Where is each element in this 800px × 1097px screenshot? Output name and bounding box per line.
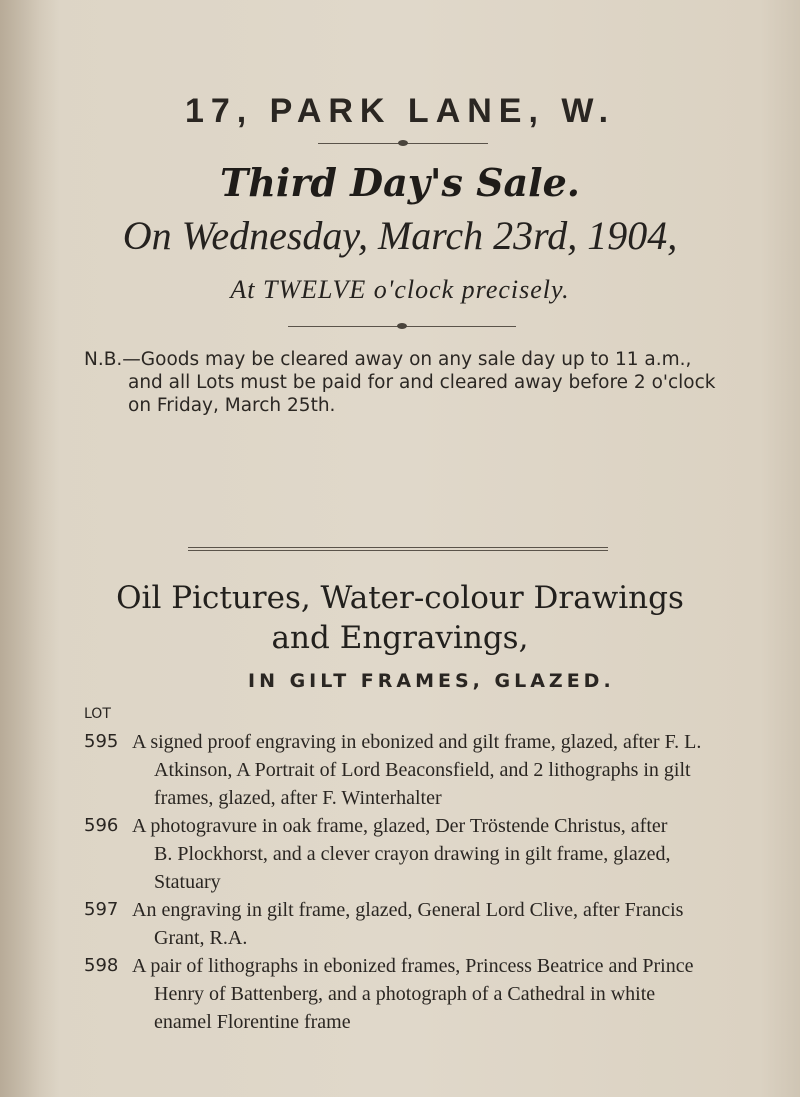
address-header: 17, PARK LANE, W. bbox=[184, 92, 616, 130]
notice-line-3: on Friday, March 25th. bbox=[128, 395, 336, 416]
lot-description-line: A photogravure in oak frame, glazed, Der Tröstende Christus, after bbox=[132, 815, 668, 837]
lot-entry bbox=[84, 896, 784, 952]
lot-entry bbox=[84, 952, 784, 1036]
lot-description-line: frames, glazed, after F. Winterhalter bbox=[154, 787, 442, 809]
sale-time: At TWELVE o'clock precisely. bbox=[230, 275, 570, 304]
lot-description-line: Henry of Battenberg, and a photograph of a Cathedral in white bbox=[154, 983, 656, 1005]
lot-number: 595 bbox=[84, 731, 119, 752]
lot-description bbox=[132, 896, 784, 952]
lot-description-line: B. Plockhorst, and a clever crayon drawing in gilt frame, glazed, bbox=[154, 843, 671, 865]
sale-date: On Wednesday, March 23rd, 1904, bbox=[122, 213, 678, 258]
lot-column-header: LOT bbox=[84, 706, 111, 722]
sale-title: Third Day's Sale. bbox=[220, 160, 580, 205]
lot-description-line: enamel Florentine frame bbox=[154, 1011, 351, 1033]
lot-entry bbox=[84, 812, 784, 896]
lot-description bbox=[132, 728, 784, 812]
lot-number: 597 bbox=[84, 899, 119, 920]
lot-entry bbox=[84, 728, 784, 812]
lot-description bbox=[132, 812, 784, 896]
notice-line-1: N.B.—Goods may be cleared away on any sale day up to 11 a.m., bbox=[84, 349, 692, 370]
lot-description-line: An engraving in gilt frame, glazed, General Lord Clive, after Francis bbox=[132, 899, 684, 921]
lot-list bbox=[84, 728, 784, 1036]
section-heading-line-1: Oil Pictures, Water-colour Drawings bbox=[116, 580, 684, 616]
notice-line-2: and all Lots must be paid for and cleared away before 2 o'clock bbox=[128, 372, 716, 393]
section-heading bbox=[0, 578, 800, 658]
lot-description-line: A signed proof engraving in ebonized and gilt frame, glazed, after F. L. bbox=[132, 731, 702, 753]
lot-description bbox=[132, 952, 784, 1036]
lot-description-line: A pair of lithographs in ebonized frames, Princess Beatrice and Prince bbox=[132, 955, 694, 977]
section-heading-line-2: and Engravings, bbox=[271, 620, 529, 656]
lot-description-line: Atkinson, A Portrait of Lord Beaconsfield, and 2 lithographs in gilt bbox=[154, 759, 691, 781]
notice-paragraph bbox=[84, 348, 784, 417]
lot-description-line: Statuary bbox=[154, 871, 221, 893]
lot-number: 596 bbox=[84, 815, 119, 836]
lot-description-line: Grant, R.A. bbox=[154, 927, 248, 949]
section-subheading: IN GILT FRAMES, GLAZED. bbox=[248, 670, 615, 692]
lot-number: 598 bbox=[84, 955, 119, 976]
page-edge-stain bbox=[0, 0, 60, 1097]
